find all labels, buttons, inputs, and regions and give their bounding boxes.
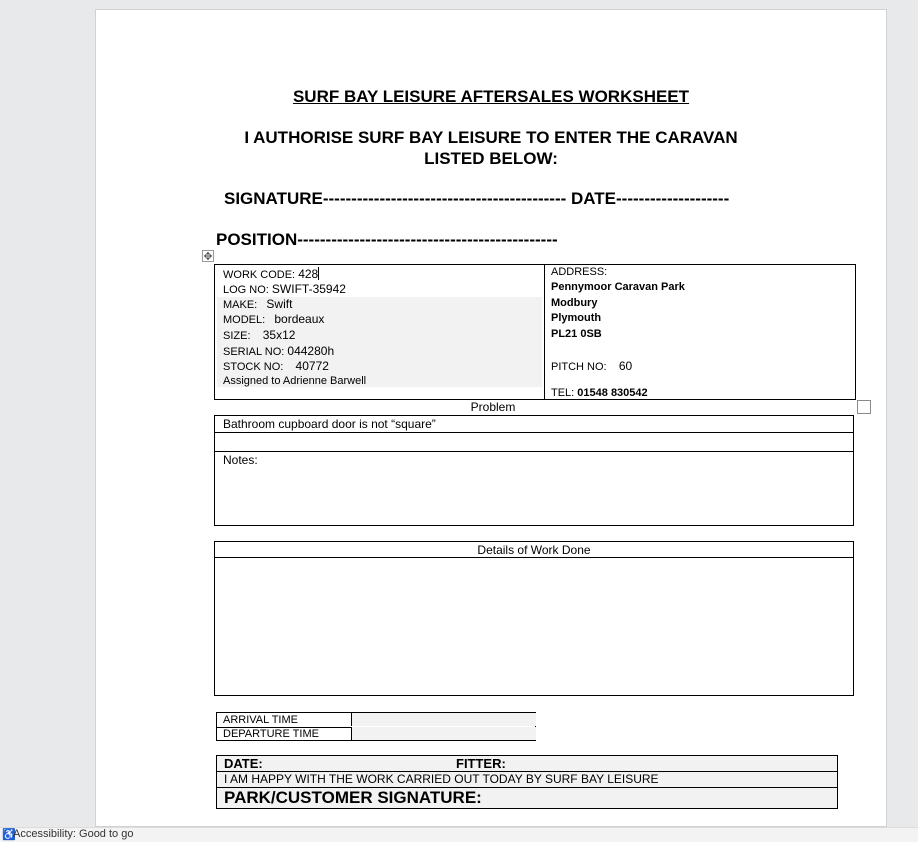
make-value[interactable]: Swift: [266, 297, 293, 311]
tel-value: 01548 830542: [577, 387, 648, 399]
assigned-to: Assigned to Adrienne Barwell: [223, 375, 367, 387]
column-divider: [544, 265, 545, 399]
problem-table: [214, 415, 854, 526]
pitch-value[interactable]: 60: [618, 359, 633, 373]
row-divider: [215, 432, 853, 433]
address-line-4: PL21 0SB: [551, 328, 602, 340]
position-line: POSITION----------------------------------------------: [216, 230, 558, 249]
size-row: SIZE: 35x12: [223, 328, 296, 342]
departure-label: DEPARTURE TIME: [223, 728, 319, 740]
arrival-label: ARRIVAL TIME: [223, 714, 298, 726]
departure-time-field[interactable]: [351, 727, 536, 740]
address-line-2: Modbury: [551, 297, 598, 309]
pitch-row: PITCH NO: 60: [551, 359, 633, 373]
document-page[interactable]: [95, 9, 887, 827]
checkbox[interactable]: [857, 400, 871, 414]
address-line-1: Pennymoor Caravan Park: [551, 281, 685, 293]
customer-signature-label[interactable]: PARK/CUSTOMER SIGNATURE:: [224, 788, 482, 807]
size-value[interactable]: 35x12: [262, 328, 296, 342]
date-label[interactable]: DATE:: [224, 756, 263, 771]
serial-row: SERIAL NO: 044280h: [223, 344, 335, 358]
text-cursor: [318, 267, 319, 280]
work-done-table: [214, 541, 854, 696]
work-code-row: WORK CODE: 428: [223, 267, 319, 281]
work-done-area[interactable]: [215, 558, 853, 695]
notes-label: Notes:: [223, 453, 258, 467]
model-value[interactable]: bordeaux: [274, 312, 325, 326]
model-row: MODEL: bordeaux: [223, 312, 325, 326]
accessibility-status[interactable]: Accessibility: Good to go: [13, 828, 134, 840]
serial-value[interactable]: 044280h: [287, 344, 335, 358]
times-table: [216, 712, 536, 741]
authorisation-line-1: I AUTHORISE SURF BAY LEISURE TO ENTER THE CARAVAN: [244, 128, 738, 147]
address-label: ADDRESS:: [551, 266, 608, 278]
fitter-label[interactable]: FITTER:: [456, 756, 506, 771]
problem-description[interactable]: Bathroom cupboard door is not “square”: [223, 417, 436, 431]
satisfaction-statement: I AM HAPPY WITH THE WORK CARRIED OUT TODAY BY SURF BAY LEISURE: [224, 772, 659, 786]
stock-row: STOCK NO: 40772: [223, 359, 329, 373]
table-move-handle-icon[interactable]: ✥: [203, 251, 213, 263]
log-no-value[interactable]: SWIFT-35942: [271, 282, 346, 296]
status-bar: [0, 827, 918, 842]
signature-date-line: SIGNATURE------------------------------------------- DATE--------------------: [224, 189, 730, 208]
caravan-info-table: [214, 264, 856, 400]
authorisation-statement: [96, 127, 886, 169]
address-line-3: Plymouth: [551, 312, 602, 324]
worksheet-title: SURF BAY LEISURE AFTERSALES WORKSHEET: [292, 87, 690, 106]
make-row: MAKE: Swift: [223, 297, 293, 311]
accessibility-icon[interactable]: ♿: [2, 829, 16, 841]
stock-value[interactable]: 40772: [295, 359, 329, 373]
tel-row: TEL: 01548 830542: [551, 387, 648, 399]
row-divider: [215, 451, 853, 452]
authorisation-line-2: LISTED BELOW:: [424, 149, 558, 168]
work-code-value[interactable]: 428: [298, 267, 319, 281]
problem-heading: Problem: [470, 400, 516, 414]
work-done-heading: Details of Work Done: [477, 543, 591, 557]
signoff-table: [216, 755, 838, 809]
arrival-time-field[interactable]: [351, 713, 536, 726]
departure-row: [217, 727, 535, 741]
log-no-row: LOG NO: SWIFT-35942: [223, 282, 346, 296]
arrival-row: [217, 713, 535, 728]
